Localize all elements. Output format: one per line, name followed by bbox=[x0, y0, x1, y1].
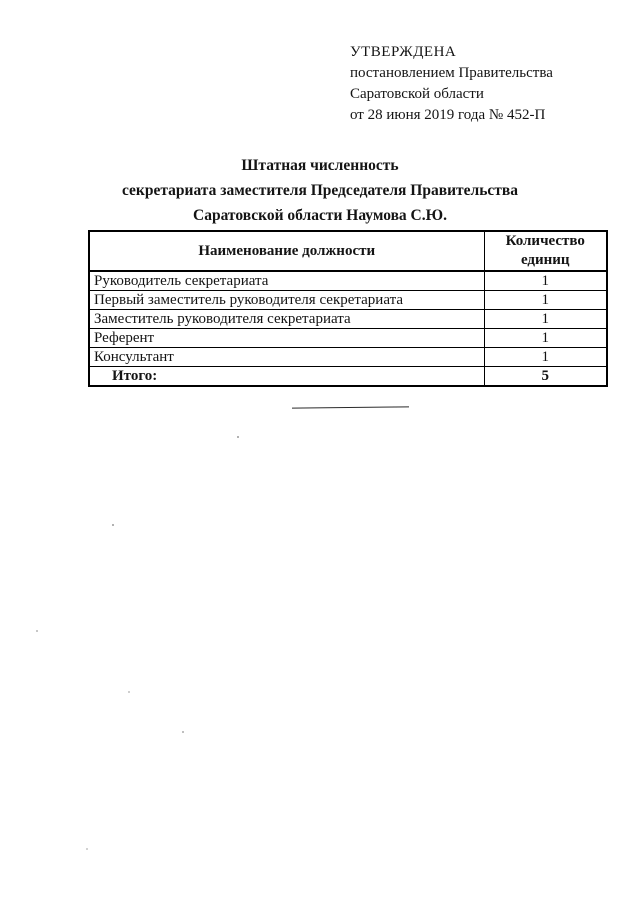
position-cell: Руководитель секретариата bbox=[89, 271, 484, 291]
approval-block bbox=[350, 42, 553, 126]
table-row bbox=[89, 271, 607, 291]
scan-speck bbox=[86, 848, 88, 850]
table-header-row bbox=[89, 231, 607, 271]
count-cell: 1 bbox=[484, 329, 607, 348]
scan-speck bbox=[182, 731, 184, 733]
scan-speck bbox=[36, 630, 38, 632]
count-cell: 1 bbox=[484, 291, 607, 310]
staff-count-table bbox=[88, 230, 608, 387]
title-line: Штатная численность bbox=[241, 157, 399, 174]
approval-line: от 28 июня 2019 года № 452-П bbox=[350, 107, 546, 123]
table-row bbox=[89, 291, 607, 310]
column-header-position: Наименование должности bbox=[89, 231, 484, 271]
count-cell: 1 bbox=[484, 348, 607, 367]
total-label-cell: Итого: bbox=[89, 367, 484, 387]
table-row bbox=[89, 348, 607, 367]
position-cell: Первый заместитель руководителя секретариата bbox=[89, 291, 484, 310]
position-cell: Консультант bbox=[89, 348, 484, 367]
signature-line bbox=[292, 406, 409, 408]
count-cell: 1 bbox=[484, 310, 607, 329]
position-cell: Заместитель руководителя секретариата bbox=[89, 310, 484, 329]
scan-speck bbox=[112, 524, 114, 526]
column-header-count: Количество единиц bbox=[484, 231, 607, 271]
title-line: Саратовской области Наумова С.Ю. bbox=[193, 207, 447, 224]
table-row bbox=[89, 310, 607, 329]
scan-speck bbox=[237, 436, 239, 438]
count-cell: 1 bbox=[484, 271, 607, 291]
position-cell: Референт bbox=[89, 329, 484, 348]
approval-line: Саратовской области bbox=[350, 86, 484, 102]
total-row bbox=[89, 367, 607, 387]
table-row bbox=[89, 329, 607, 348]
scan-speck bbox=[128, 691, 130, 693]
approval-line: постановлением Правительства bbox=[350, 65, 553, 81]
document-title bbox=[0, 153, 640, 228]
total-value-cell: 5 bbox=[484, 367, 607, 387]
title-line: секретариата заместителя Председателя Правительства bbox=[121, 182, 519, 199]
approval-line: УТВЕРЖДЕНА bbox=[350, 44, 457, 60]
